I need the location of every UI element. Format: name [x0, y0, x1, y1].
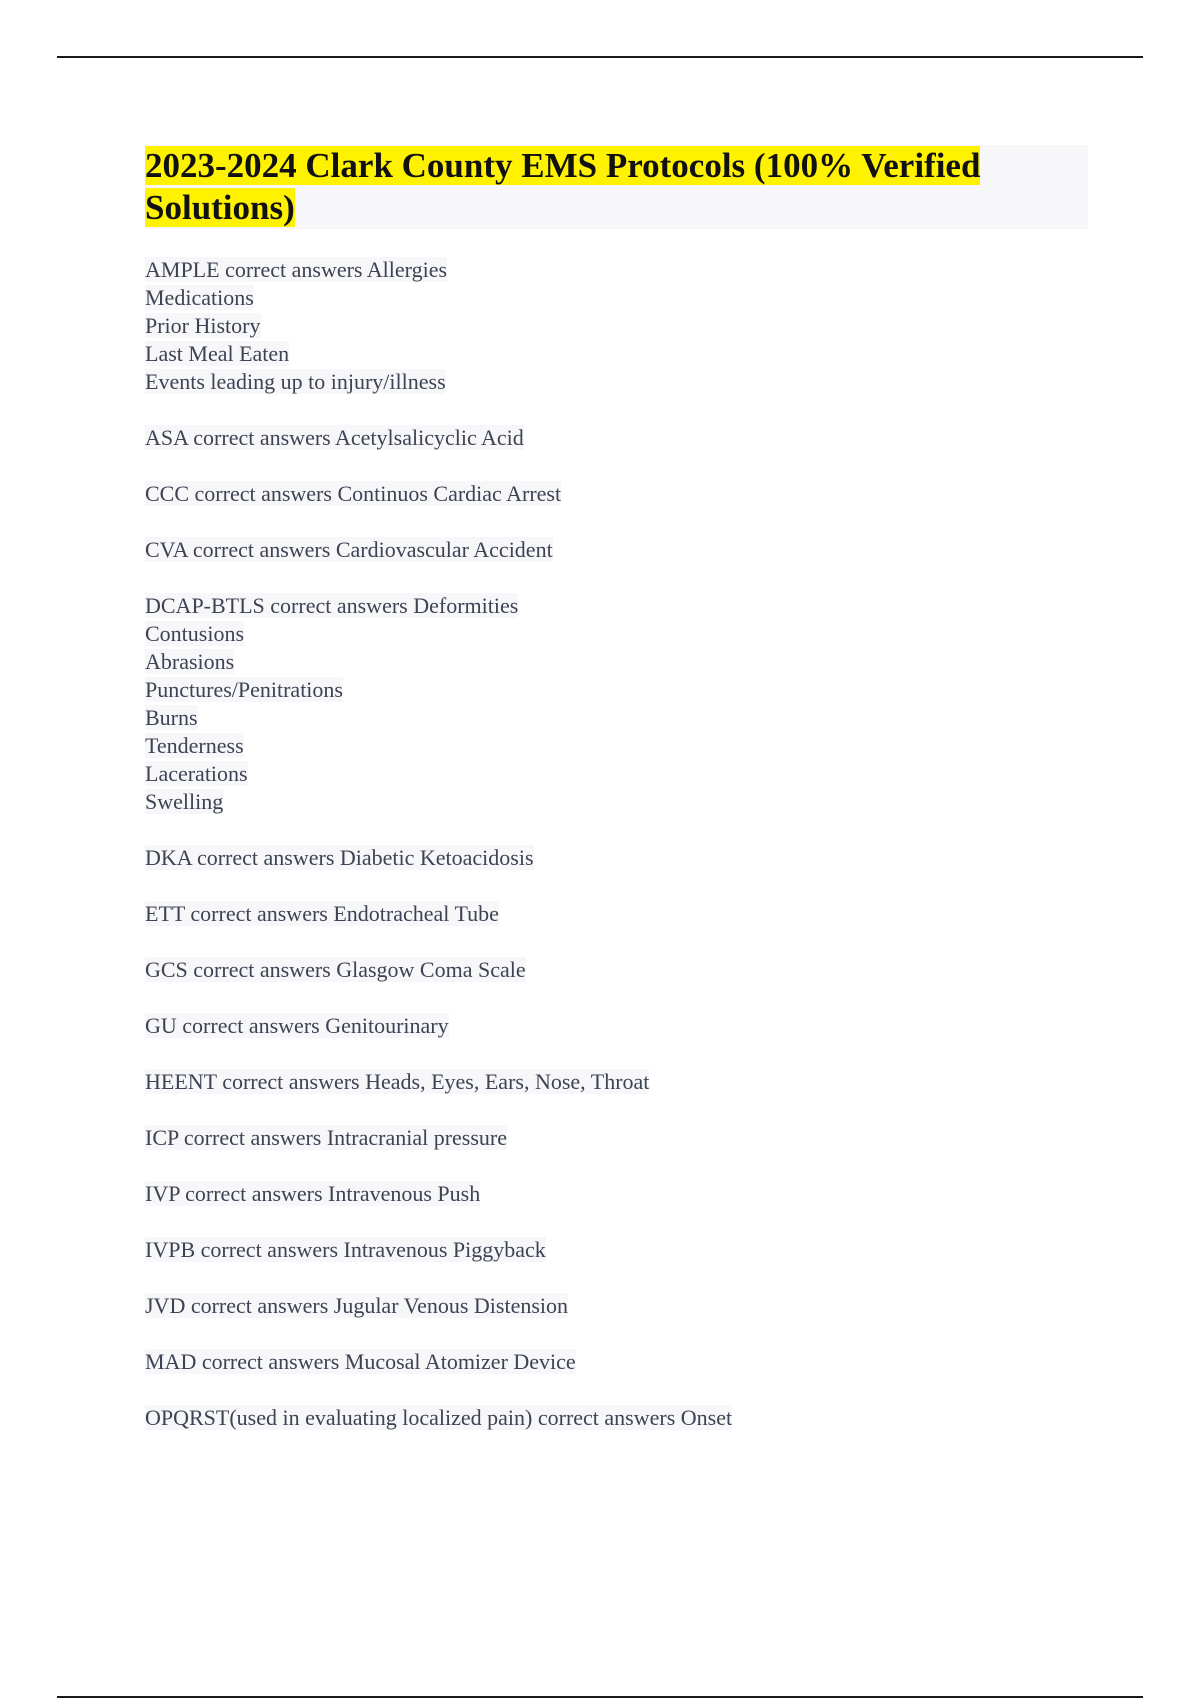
top-divider — [57, 56, 1143, 58]
flashcard-entry — [145, 1012, 1095, 1040]
flashcard-entry — [145, 536, 1095, 564]
entry-term-line — [145, 844, 1095, 872]
entry-text: Tenderness — [145, 733, 244, 758]
entry-text: IVPB correct answers Intravenous Piggyback — [145, 1237, 546, 1262]
entry-text: Swelling — [145, 789, 224, 814]
flashcard-entry — [145, 1292, 1095, 1320]
entry-term-line — [145, 256, 1095, 284]
entry-term-line — [145, 592, 1095, 620]
flashcard-entry — [145, 844, 1095, 872]
entry-term-line — [145, 1068, 1095, 1096]
entry-text: HEENT correct answers Heads, Eyes, Ears, Nose, Throat — [145, 1069, 650, 1094]
entry-detail-line — [145, 788, 1095, 816]
entry-term-line — [145, 956, 1095, 984]
entry-text: Contusions — [145, 621, 245, 646]
flashcard-entry — [145, 956, 1095, 984]
entry-text: DCAP-BTLS correct answers Deformities — [145, 593, 519, 618]
entry-text: GU correct answers Genitourinary — [145, 1013, 449, 1038]
flashcard-entry — [145, 592, 1095, 816]
entry-term-line — [145, 1012, 1095, 1040]
entry-text: ICP correct answers Intracranial pressure — [145, 1125, 508, 1150]
title-line-2: Solutions) — [145, 188, 295, 227]
entry-text: CCC correct answers Continuos Cardiac Arrest — [145, 481, 562, 506]
entry-text: JVD correct answers Jugular Venous Distension — [145, 1293, 569, 1318]
entry-detail-line — [145, 620, 1095, 648]
entry-text: GCS correct answers Glasgow Coma Scale — [145, 957, 526, 982]
entry-detail-line — [145, 676, 1095, 704]
entry-detail-line — [145, 284, 1095, 312]
entry-detail-line — [145, 648, 1095, 676]
flashcard-entry — [145, 1404, 1095, 1432]
flashcard-entry — [145, 1236, 1095, 1264]
entry-term-line — [145, 1404, 1095, 1432]
entry-text: Last Meal Eaten — [145, 341, 290, 366]
flashcard-entry — [145, 900, 1095, 928]
bottom-divider — [57, 1696, 1143, 1698]
flashcard-entry — [145, 256, 1095, 396]
entry-detail-line — [145, 760, 1095, 788]
entry-text: OPQRST(used in evaluating localized pain) correct answers Onset — [145, 1405, 733, 1430]
entry-text: CVA correct answers Cardiovascular Accident — [145, 537, 553, 562]
entry-text: AMPLE correct answers Allergies — [145, 257, 448, 282]
entry-term-line — [145, 1292, 1095, 1320]
entry-text: DKA correct answers Diabetic Ketoacidosis — [145, 845, 534, 870]
flashcard-entry — [145, 480, 1095, 508]
title-line-1: 2023-2024 Clark County EMS Protocols (100% Verified — [145, 146, 981, 185]
entry-text: Lacerations — [145, 761, 248, 786]
flashcard-entry — [145, 1124, 1095, 1152]
flashcard-entry — [145, 1348, 1095, 1376]
flashcard-entry — [145, 1068, 1095, 1096]
flashcard-entry — [145, 424, 1095, 452]
entry-term-line — [145, 1348, 1095, 1376]
entry-text: Prior History — [145, 313, 261, 338]
entry-term-line — [145, 480, 1095, 508]
entry-detail-line — [145, 704, 1095, 732]
entry-text: ETT correct answers Endotracheal Tube — [145, 901, 499, 926]
entry-text: Events leading up to injury/illness — [145, 369, 446, 394]
entry-term-line — [145, 1124, 1095, 1152]
entry-detail-line — [145, 368, 1095, 396]
flashcard-entry — [145, 1180, 1095, 1208]
entry-detail-line — [145, 312, 1095, 340]
entry-text: Abrasions — [145, 649, 235, 674]
entry-text: Medications — [145, 285, 254, 310]
entry-term-line — [145, 424, 1095, 452]
entry-text: Punctures/Penitrations — [145, 677, 343, 702]
entry-text: MAD correct answers Mucosal Atomizer Device — [145, 1349, 576, 1374]
entry-term-line — [145, 1236, 1095, 1264]
entry-text: IVP correct answers Intravenous Push — [145, 1181, 481, 1206]
entry-detail-line — [145, 340, 1095, 368]
title-block — [145, 145, 1088, 229]
entry-text: ASA correct answers Acetylsalicyclic Acid — [145, 425, 524, 450]
entry-term-line — [145, 1180, 1095, 1208]
entry-text: Burns — [145, 705, 198, 730]
document-title — [145, 145, 1088, 229]
entry-term-line — [145, 536, 1095, 564]
flashcard-list — [145, 256, 1095, 1460]
entry-detail-line — [145, 732, 1095, 760]
entry-term-line — [145, 900, 1095, 928]
